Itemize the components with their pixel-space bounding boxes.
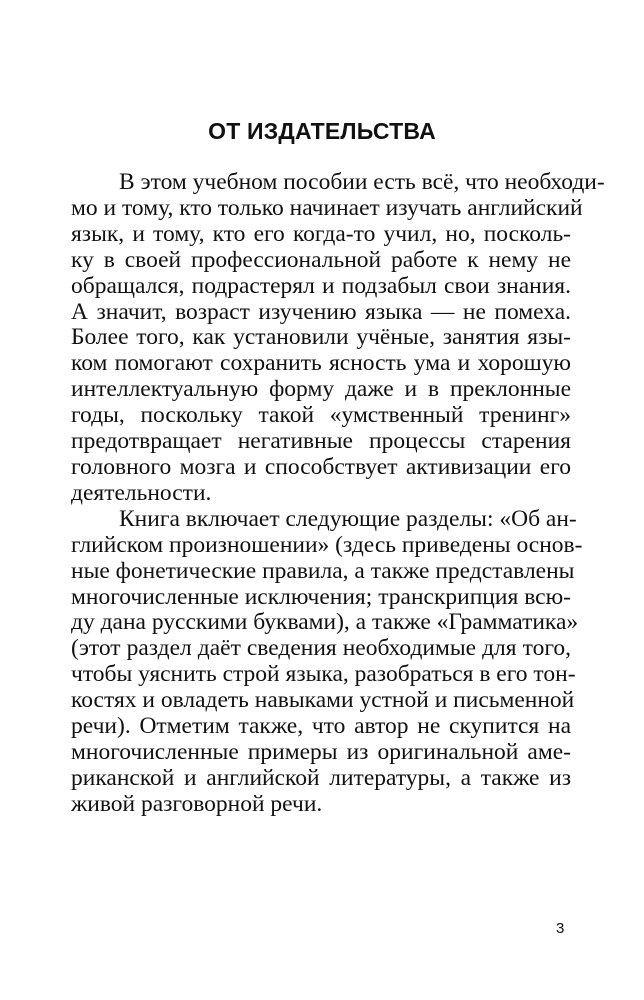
body-text [71,169,605,818]
paragraph-2 [71,505,583,818]
text-line: деятельности. [71,479,212,506]
text-line: речи). Отметим также, что автор не скупится на [71,713,571,740]
text-line: ку в своей профессиональной работе к нему не [71,246,571,273]
text-line: Более того, как установили учёные, занятия язы- [71,324,571,351]
text-line: мо и тому, кто только начинает изучать английский [71,194,583,221]
text-line: многочисленные исключения; транскрипция всю- [71,583,571,610]
text-line: ные фонетические правила, а также представлены [71,557,575,584]
text-line: ду дана русскими буквами), а также «Грамматика» [71,609,579,636]
text-line: ком помогают сохранить ясность ума и хорошую [71,350,571,377]
text-line: обращался, подрастерял и подзабыл свои знания. [71,272,571,299]
text-line: головного мозга и способствует активизации его [71,453,571,480]
text-line: риканской и английской литературы, а также из [71,764,571,791]
text-line: чтобы уяснить строй языка, разобраться в его тон- [71,661,576,688]
text-line: А значит, возраст изучению языка — не помеха. [71,298,571,325]
text-line: (этот раздел даёт сведения необходимые для того, [71,635,571,662]
text-line: интеллектуальную форму даже и в преклонные [71,376,571,403]
text-line: живой разговорной речи. [71,790,323,817]
paragraph-1 [71,169,605,507]
text-line: многочисленные примеры из оригинальной аме- [71,738,571,765]
section-title: ОТ ИЗДАТЕЛЬСТВА [208,118,436,144]
text-line: годы, поскольку такой «умственный тренинг» [71,402,571,429]
text-line: костях и овладеть навыками устной и письменной [71,687,575,714]
text-line: предотвращает негативные процессы старения [71,428,571,455]
page-number: 3 [556,920,565,937]
text-line: язык, и тому, кто его когда-то учил, но, посколь- [71,220,571,247]
text-line: В этом учебном пособии есть всё, что необходи- [119,169,605,195]
text-line: Книга включает следующие разделы: «Об ан- [119,505,577,532]
text-line: глийском произношении» (здесь приведены основ- [71,531,583,558]
